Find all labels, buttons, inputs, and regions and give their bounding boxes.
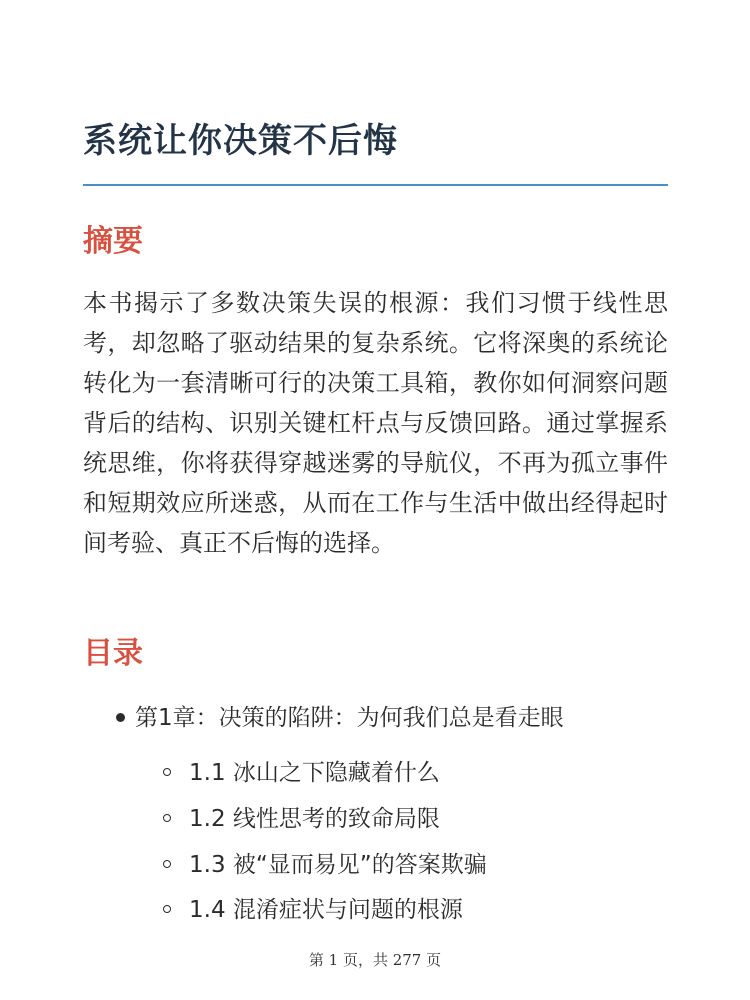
toc-section-label: 1.2 线性思考的致命局限 [189,806,440,832]
toc-section-label: 1.3 被“显而易见”的答案欺骗 [189,852,487,878]
page-number-footer: 第 1 页，共 277 页 [308,951,442,969]
bullet-circle-icon [163,905,171,913]
bullet-circle-icon [163,814,171,822]
summary-heading: 摘要 [83,224,143,259]
page-title: 系统让你决策不后悔 [83,121,398,161]
title-divider [83,184,668,186]
toc-section-label: 1.4 混淆症状与问题的根源 [189,897,463,923]
bullet-circle-icon [163,860,171,868]
toc-chapter-1[interactable]: 第1章：决策的陷阱：为何我们总是看走眼 [135,705,564,731]
toc-section-label: 1.1 冰山之下隐藏着什么 [189,760,440,786]
summary-paragraph: 本书揭示了多数决策失误的根源：我们习惯于线性思考，却忽略了驱动结果的复杂系统。它将深奥的系统论转化为一套清晰可行的决策工具箱，教你如何洞察问题背后的结构、识别关键杠杆点与反馈回路。通过掌握系统思维，你将获得穿越迷雾的导航仪，不再为孤立事件和短期效应所迷惑，从而在工作与生活中做出经得起时间考验、真正不后悔的选择。 [83,289,668,557]
bullet-disc-icon [116,713,125,722]
bullet-circle-icon [163,768,171,776]
document-page [83,0,668,1000]
toc-heading: 目录 [83,636,143,671]
